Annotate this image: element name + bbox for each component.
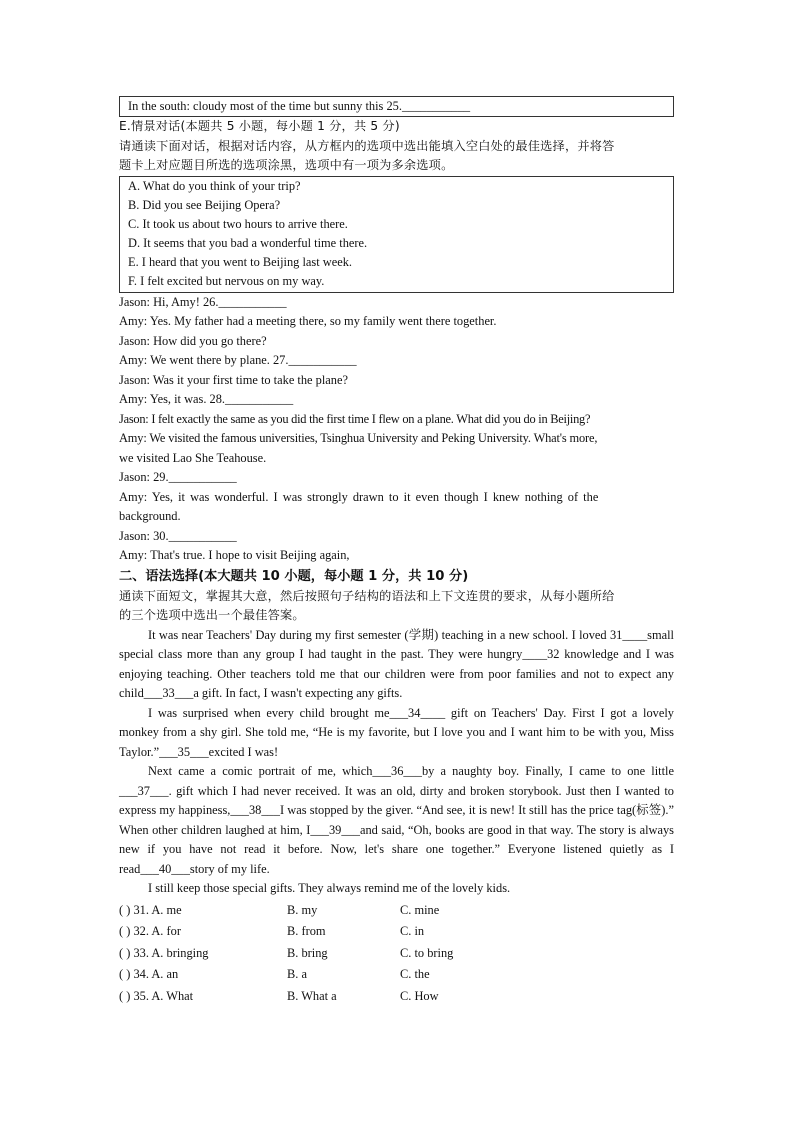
question-option-a: ( ) 31. A. me [119,902,182,917]
question-list [119,900,674,1008]
option-e: E. I heard that you went to Beijing last week. [128,255,353,270]
section-2-instruction-2: 的三个选项中选出一个最佳答案。 [119,608,305,623]
option-c: C. It took us about two hours to arrive there. [128,216,348,231]
passage-paragraph: It was near Teachers' Day during my first semester (学期) teaching in a new school. I loved 31____small special class more than any group I had taught in the past. They were hungry____32 knowledge and I was enjoying teaching. Other teachers told me that our children were from poor families and not to expect any child___33___a gift. In fact, I wasn't expecting any gifts. [119,627,674,701]
question-option-c: C. mine [400,902,440,917]
dialogue-line: Amy: We went there by plane. 27.___________ [119,353,357,368]
question-option-b: B. What a [287,988,337,1003]
passage-paragraph: I still keep those special gifts. They always remind me of the lovely kids. [148,881,511,896]
option-d: D. It seems that you bad a wonderful time there. [128,236,368,251]
question-option-b: B. bring [287,945,328,960]
question-row [119,986,674,1008]
question-option-c: C. the [400,967,430,982]
options-box [119,176,674,293]
question-option-c: C. How [400,988,439,1003]
section-e-title: E.情景对话(本题共 5 小题，每小题 1 分，共 5 分) [119,119,400,133]
question-row [119,943,674,965]
exam-page [119,96,674,1007]
question-option-b: B. a [287,967,307,982]
dialogue-line: Amy: That's true. I hope to visit Beijing again, [119,548,350,563]
question-option-b: B. my [287,902,318,917]
passage-paragraph: I was surprised when every child brought me___34____ gift on Teachers' Day. First I got a lovely monkey from a shy girl. She told me, “He is my favorite, but I love you and I want him to be with you, Miss Taylor.”___35___excited I was! [119,705,674,759]
dialogue-line: Jason: Hi, Amy! 26.___________ [119,294,287,309]
dialogue-line: background. [119,509,181,524]
dialogue-line: we visited Lao She Teahouse. [119,450,267,465]
section-e-instruction-1: 请通读下面对话，根据对话内容，从方框内的选项中选出能填入空白处的最佳选择，并将答 [119,138,615,153]
dialogue [119,293,674,566]
question-option-c: C. to bring [400,945,454,960]
dialogue-line: Jason: 29.___________ [119,470,237,485]
dialogue-line: Jason: How did you go there? [119,333,267,348]
passage-paragraph: Next came a comic portrait of me, which___36___by a naughty boy. Finally, I came to one little ___37___. gift which I had never received. It was an old, dirty and broken storybook. Just then I wanted to express my happiness,___38___I was stopped by the giver. “And see, it is new! It still has the price tag(标签).” When other children laughed at him, I___39___and said, “Oh, books are good in that way. The story is always new if you have not read it before. Now, let's share one together.” Everyone listened quietly as I read___40___story of my life. [119,764,674,876]
section-e-instruction-2: 题卡上对应题目所选的选项涂黑，选项中有一项为多余选项。 [119,158,454,172]
question-option-a: ( ) 35. A. What [119,988,194,1003]
dialogue-line: Jason: 30.___________ [119,528,237,543]
dialogue-line: Amy: We visited the famous universities, Tsinghua University and Peking University. What's more, [119,431,598,446]
dialogue-line: Amy: Yes, it was. 28.___________ [119,392,294,407]
question-row [119,921,674,943]
question-row [119,900,674,922]
question-option-c: C. in [400,924,425,939]
dialogue-line: Jason: Was it your first time to take the plane? [119,372,348,387]
passage [119,626,674,899]
option-f: F. I felt excited but nervous on my way. [128,274,325,289]
option-a: A. What do you think of your trip? [128,178,301,193]
question-row [119,964,674,986]
weather-box [119,96,674,117]
weather-line: In the south: cloudy most of the time but sunny this 25.___________ [128,99,471,113]
question-option-a: ( ) 32. A. for [119,924,181,939]
dialogue-line: Jason: I felt exactly the same as you did the first time I flew on a plane. What did you do in Beijing? [119,411,591,426]
question-option-b: B. from [287,924,326,939]
option-b: B. Did you see Beijing Opera? [128,197,281,212]
question-option-a: ( ) 33. A. bringing [119,945,209,960]
section-2-instruction-1: 通读下面短文，掌握其大意，然后按照句子结构的语法和上下文连贯的要求，从每小题所给 [119,588,615,603]
dialogue-line: Amy: Yes, it was wonderful. I was strongly drawn to it even though I knew nothing of the [119,489,599,504]
question-option-a: ( ) 34. A. an [119,967,179,982]
section-2-title: 二、语法选择(本大题共 10 小题，每小题 1 分，共 10 分) [119,568,469,584]
dialogue-line: Amy: Yes. My father had a meeting there, so my family went there together. [119,314,497,329]
